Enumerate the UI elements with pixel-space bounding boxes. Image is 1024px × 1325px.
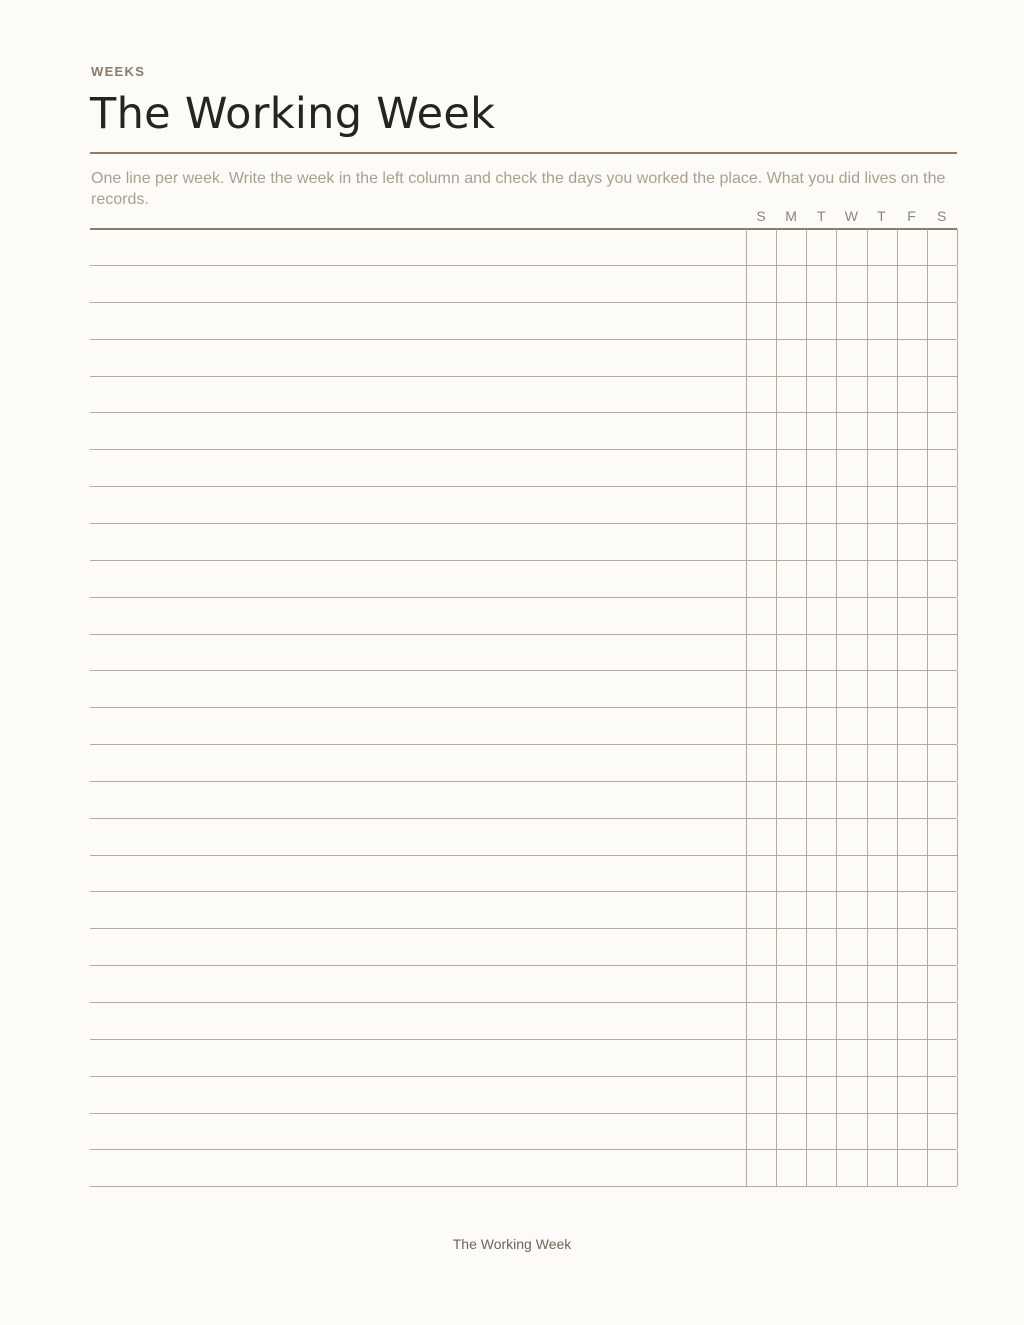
day-check-cell[interactable] bbox=[776, 1150, 806, 1186]
day-check-cell[interactable] bbox=[897, 708, 927, 744]
day-check-cell[interactable] bbox=[897, 892, 927, 928]
day-header-saturday: S bbox=[936, 208, 947, 224]
day-check-cell[interactable] bbox=[836, 782, 866, 818]
page-footer: The Working Week bbox=[452, 1236, 572, 1252]
day-check-cell[interactable] bbox=[836, 1113, 866, 1149]
day-check-cell[interactable] bbox=[806, 855, 836, 891]
day-check-cell[interactable] bbox=[776, 266, 806, 302]
day-check-cell[interactable] bbox=[836, 1003, 866, 1039]
day-check-cell[interactable] bbox=[867, 450, 897, 486]
day-check-cell[interactable] bbox=[746, 892, 776, 928]
day-check-cell[interactable] bbox=[867, 1150, 897, 1186]
day-check-cell[interactable] bbox=[927, 671, 958, 707]
day-check-cell[interactable] bbox=[867, 1113, 897, 1149]
day-check-cell[interactable] bbox=[806, 340, 836, 376]
day-check-cell[interactable] bbox=[897, 487, 927, 523]
day-check-cell[interactable] bbox=[897, 598, 927, 634]
day-check-cell[interactable] bbox=[776, 745, 806, 781]
day-check-cell[interactable] bbox=[806, 524, 836, 560]
day-check-cell[interactable] bbox=[806, 708, 836, 744]
day-check-cell[interactable] bbox=[836, 819, 866, 855]
week-row bbox=[90, 782, 957, 819]
day-check-cell[interactable] bbox=[746, 671, 776, 707]
day-check-cell[interactable] bbox=[776, 782, 806, 818]
day-check-cell[interactable] bbox=[927, 1040, 958, 1076]
day-check-cell[interactable] bbox=[867, 929, 897, 965]
day-check-cell[interactable] bbox=[776, 966, 806, 1002]
day-check-cell[interactable] bbox=[806, 561, 836, 597]
day-check-cell[interactable] bbox=[927, 413, 958, 449]
week-entry-field[interactable] bbox=[90, 819, 746, 855]
day-check-cell[interactable] bbox=[776, 524, 806, 560]
day-check-cell[interactable] bbox=[746, 1003, 776, 1039]
day-check-cell[interactable] bbox=[927, 266, 958, 302]
day-check-cell[interactable] bbox=[927, 966, 958, 1002]
day-check-cell[interactable] bbox=[776, 598, 806, 634]
day-check-cell[interactable] bbox=[806, 634, 836, 670]
day-header-monday: M bbox=[785, 208, 797, 224]
day-check-cell[interactable] bbox=[927, 303, 958, 339]
day-check-cell[interactable] bbox=[746, 745, 776, 781]
day-check-cell[interactable] bbox=[867, 340, 897, 376]
week-entry-field[interactable] bbox=[90, 966, 746, 1002]
day-check-cell[interactable] bbox=[867, 819, 897, 855]
week-row bbox=[90, 487, 957, 524]
day-check-cell[interactable] bbox=[867, 671, 897, 707]
day-check-cell[interactable] bbox=[776, 892, 806, 928]
day-check-cell[interactable] bbox=[806, 929, 836, 965]
day-check-cell[interactable] bbox=[867, 855, 897, 891]
day-check-cell[interactable] bbox=[746, 598, 776, 634]
day-check-cell[interactable] bbox=[927, 561, 958, 597]
day-check-cell[interactable] bbox=[806, 450, 836, 486]
day-check-cell[interactable] bbox=[776, 229, 806, 265]
day-check-cell[interactable] bbox=[897, 413, 927, 449]
day-check-cell[interactable] bbox=[927, 892, 958, 928]
day-check-cell[interactable] bbox=[897, 1003, 927, 1039]
day-check-cell[interactable] bbox=[806, 892, 836, 928]
day-check-cell[interactable] bbox=[806, 1003, 836, 1039]
day-header-row bbox=[746, 206, 957, 226]
day-check-cell[interactable] bbox=[927, 450, 958, 486]
day-check-cell[interactable] bbox=[776, 671, 806, 707]
week-entry-field[interactable] bbox=[90, 340, 746, 376]
day-check-cell[interactable] bbox=[776, 855, 806, 891]
day-check-cell[interactable] bbox=[927, 1003, 958, 1039]
day-check-cell[interactable] bbox=[746, 303, 776, 339]
day-check-cell[interactable] bbox=[776, 1077, 806, 1113]
day-check-cell[interactable] bbox=[836, 929, 866, 965]
day-header-sunday: S bbox=[756, 208, 766, 224]
day-check-cell[interactable] bbox=[746, 561, 776, 597]
day-check-cell[interactable] bbox=[806, 671, 836, 707]
day-check-cell[interactable] bbox=[927, 524, 958, 560]
day-check-cell[interactable] bbox=[927, 855, 958, 891]
day-check-cell[interactable] bbox=[836, 524, 866, 560]
day-check-cell[interactable] bbox=[867, 634, 897, 670]
day-check-cell[interactable] bbox=[927, 929, 958, 965]
day-check-cell[interactable] bbox=[806, 376, 836, 412]
week-entry-field[interactable] bbox=[90, 561, 746, 597]
day-check-cell[interactable] bbox=[897, 745, 927, 781]
day-check-cell[interactable] bbox=[806, 1040, 836, 1076]
day-check-cell[interactable] bbox=[746, 376, 776, 412]
week-row bbox=[90, 266, 957, 303]
day-check-cell[interactable] bbox=[806, 1150, 836, 1186]
week-row bbox=[90, 524, 957, 561]
week-row bbox=[90, 413, 957, 450]
day-check-cell[interactable] bbox=[746, 929, 776, 965]
week-row bbox=[90, 1003, 957, 1040]
day-header-thursday: T bbox=[877, 208, 886, 224]
week-row bbox=[90, 303, 957, 340]
week-entry-field[interactable] bbox=[90, 708, 746, 744]
day-check-cell[interactable] bbox=[867, 1040, 897, 1076]
page-title: The Working Week bbox=[90, 89, 496, 139]
title-divider bbox=[90, 152, 957, 154]
day-check-cell[interactable] bbox=[746, 413, 776, 449]
day-check-cell[interactable] bbox=[776, 634, 806, 670]
day-check-cell[interactable] bbox=[776, 1040, 806, 1076]
day-check-cell[interactable] bbox=[897, 450, 927, 486]
day-check-cell[interactable] bbox=[836, 340, 866, 376]
week-entry-field[interactable] bbox=[90, 1150, 746, 1186]
day-check-cell[interactable] bbox=[867, 376, 897, 412]
day-check-cell[interactable] bbox=[927, 819, 958, 855]
day-check-cell[interactable] bbox=[776, 819, 806, 855]
week-row bbox=[90, 1077, 957, 1114]
week-row bbox=[90, 892, 957, 929]
day-check-cell[interactable] bbox=[867, 524, 897, 560]
day-check-cell[interactable] bbox=[897, 1113, 927, 1149]
week-row bbox=[90, 561, 957, 598]
day-check-cell[interactable] bbox=[867, 229, 897, 265]
day-check-cell[interactable] bbox=[897, 524, 927, 560]
day-check-cell[interactable] bbox=[897, 855, 927, 891]
day-check-cell[interactable] bbox=[836, 598, 866, 634]
week-entry-field[interactable] bbox=[90, 1113, 746, 1149]
day-check-cell[interactable] bbox=[836, 966, 866, 1002]
day-check-cell[interactable] bbox=[897, 929, 927, 965]
day-check-cell[interactable] bbox=[806, 745, 836, 781]
week-entry-field[interactable] bbox=[90, 782, 746, 818]
day-check-cell[interactable] bbox=[806, 598, 836, 634]
week-row bbox=[90, 598, 957, 635]
day-check-cell[interactable] bbox=[776, 303, 806, 339]
week-row bbox=[90, 450, 957, 487]
day-check-cell[interactable] bbox=[806, 819, 836, 855]
day-check-cell[interactable] bbox=[867, 1003, 897, 1039]
day-header-friday: F bbox=[907, 208, 916, 224]
day-check-cell[interactable] bbox=[836, 229, 866, 265]
day-check-cell[interactable] bbox=[927, 745, 958, 781]
week-entry-field[interactable] bbox=[90, 229, 746, 265]
week-entry-field[interactable] bbox=[90, 524, 746, 560]
day-check-cell[interactable] bbox=[746, 1150, 776, 1186]
day-check-cell[interactable] bbox=[746, 487, 776, 523]
week-entry-field[interactable] bbox=[90, 892, 746, 928]
eyebrow-label: WEEKS bbox=[91, 64, 146, 79]
week-entry-field[interactable] bbox=[90, 376, 746, 412]
day-check-cell[interactable] bbox=[836, 1077, 866, 1113]
week-entry-field[interactable] bbox=[90, 745, 746, 781]
day-check-cell[interactable] bbox=[806, 1113, 836, 1149]
day-check-cell[interactable] bbox=[867, 266, 897, 302]
day-check-cell[interactable] bbox=[897, 782, 927, 818]
day-check-cell[interactable] bbox=[927, 487, 958, 523]
day-check-cell[interactable] bbox=[806, 266, 836, 302]
day-check-cell[interactable] bbox=[836, 892, 866, 928]
day-check-cell[interactable] bbox=[746, 450, 776, 486]
day-check-cell[interactable] bbox=[927, 634, 958, 670]
day-check-cell[interactable] bbox=[776, 450, 806, 486]
day-check-cell[interactable] bbox=[897, 671, 927, 707]
day-check-cell[interactable] bbox=[867, 561, 897, 597]
week-entry-field[interactable] bbox=[90, 1077, 746, 1113]
day-check-cell[interactable] bbox=[806, 1077, 836, 1113]
day-header-tuesday: T bbox=[816, 208, 826, 224]
day-check-cell[interactable] bbox=[776, 561, 806, 597]
day-check-cell[interactable] bbox=[836, 303, 866, 339]
day-check-cell[interactable] bbox=[897, 229, 927, 265]
week-row bbox=[90, 634, 957, 671]
week-row bbox=[90, 929, 957, 966]
day-check-cell[interactable] bbox=[897, 819, 927, 855]
day-check-cell[interactable] bbox=[927, 598, 958, 634]
week-entry-field[interactable] bbox=[90, 929, 746, 965]
day-check-cell[interactable] bbox=[867, 892, 897, 928]
day-check-cell[interactable] bbox=[897, 303, 927, 339]
day-check-cell[interactable] bbox=[897, 340, 927, 376]
week-entry-field[interactable] bbox=[90, 450, 746, 486]
day-check-cell[interactable] bbox=[836, 561, 866, 597]
week-row bbox=[90, 966, 957, 1003]
day-check-cell[interactable] bbox=[836, 376, 866, 412]
day-check-cell[interactable] bbox=[897, 561, 927, 597]
week-row bbox=[90, 708, 957, 745]
day-check-cell[interactable] bbox=[836, 671, 866, 707]
day-check-cell[interactable] bbox=[836, 708, 866, 744]
week-entry-field[interactable] bbox=[90, 855, 746, 891]
day-check-cell[interactable] bbox=[867, 745, 897, 781]
day-check-cell[interactable] bbox=[806, 966, 836, 1002]
day-check-cell[interactable] bbox=[806, 487, 836, 523]
day-check-cell[interactable] bbox=[776, 1113, 806, 1149]
week-row bbox=[90, 1150, 957, 1187]
day-check-cell[interactable] bbox=[746, 1077, 776, 1113]
day-check-cell[interactable] bbox=[897, 1150, 927, 1186]
day-check-cell[interactable] bbox=[746, 1040, 776, 1076]
day-check-cell[interactable] bbox=[867, 487, 897, 523]
day-check-cell[interactable] bbox=[746, 266, 776, 302]
day-check-cell[interactable] bbox=[836, 1040, 866, 1076]
day-check-cell[interactable] bbox=[776, 487, 806, 523]
day-check-cell[interactable] bbox=[927, 340, 958, 376]
day-check-cell[interactable] bbox=[867, 708, 897, 744]
day-check-cell[interactable] bbox=[927, 782, 958, 818]
day-check-cell[interactable] bbox=[776, 413, 806, 449]
week-entry-field[interactable] bbox=[90, 487, 746, 523]
day-check-cell[interactable] bbox=[836, 855, 866, 891]
week-entry-field[interactable] bbox=[90, 303, 746, 339]
day-check-cell[interactable] bbox=[836, 413, 866, 449]
week-row bbox=[90, 340, 957, 377]
intro-text: One line per week. Write the week in the left column and check the days you worked the place. What you did lives on the records. bbox=[91, 170, 946, 208]
week-entry-field[interactable] bbox=[90, 671, 746, 707]
day-check-cell[interactable] bbox=[897, 266, 927, 302]
day-check-cell[interactable] bbox=[897, 1040, 927, 1076]
day-check-cell[interactable] bbox=[927, 229, 958, 265]
day-check-cell[interactable] bbox=[806, 413, 836, 449]
day-check-cell[interactable] bbox=[927, 1113, 958, 1149]
day-check-cell[interactable] bbox=[746, 1113, 776, 1149]
week-log-grid bbox=[90, 228, 957, 1187]
day-check-cell[interactable] bbox=[806, 303, 836, 339]
week-row bbox=[90, 1113, 957, 1150]
day-check-cell[interactable] bbox=[927, 1077, 958, 1113]
day-check-cell[interactable] bbox=[867, 598, 897, 634]
day-check-cell[interactable] bbox=[746, 340, 776, 376]
day-check-cell[interactable] bbox=[746, 708, 776, 744]
day-check-cell[interactable] bbox=[746, 782, 776, 818]
week-entry-field[interactable] bbox=[90, 413, 746, 449]
day-header-wednesday: W bbox=[844, 208, 858, 224]
week-row bbox=[90, 229, 957, 266]
day-check-cell[interactable] bbox=[836, 266, 866, 302]
day-check-cell[interactable] bbox=[867, 1077, 897, 1113]
day-check-cell[interactable] bbox=[836, 450, 866, 486]
day-check-cell[interactable] bbox=[746, 966, 776, 1002]
week-row bbox=[90, 671, 957, 708]
day-check-cell[interactable] bbox=[927, 708, 958, 744]
week-row bbox=[90, 376, 957, 413]
day-check-cell[interactable] bbox=[776, 376, 806, 412]
day-check-cell[interactable] bbox=[746, 524, 776, 560]
day-check-cell[interactable] bbox=[867, 413, 897, 449]
week-row bbox=[90, 745, 957, 782]
day-check-cell[interactable] bbox=[897, 634, 927, 670]
day-check-cell[interactable] bbox=[867, 966, 897, 1002]
day-check-cell[interactable] bbox=[927, 376, 958, 412]
day-check-cell[interactable] bbox=[927, 1150, 958, 1186]
day-check-cell[interactable] bbox=[836, 634, 866, 670]
day-check-cell[interactable] bbox=[746, 819, 776, 855]
week-entry-field[interactable] bbox=[90, 1040, 746, 1076]
day-check-cell[interactable] bbox=[776, 340, 806, 376]
day-check-cell[interactable] bbox=[806, 782, 836, 818]
day-check-cell[interactable] bbox=[867, 782, 897, 818]
day-check-cell[interactable] bbox=[867, 303, 897, 339]
day-check-cell[interactable] bbox=[776, 708, 806, 744]
day-check-cell[interactable] bbox=[746, 634, 776, 670]
week-entry-field[interactable] bbox=[90, 266, 746, 302]
day-check-cell[interactable] bbox=[897, 1077, 927, 1113]
day-check-cell[interactable] bbox=[897, 376, 927, 412]
week-row bbox=[90, 819, 957, 856]
day-check-cell[interactable] bbox=[746, 855, 776, 891]
week-row bbox=[90, 1040, 957, 1077]
week-entry-field[interactable] bbox=[90, 1003, 746, 1039]
day-check-cell[interactable] bbox=[746, 229, 776, 265]
day-check-cell[interactable] bbox=[897, 966, 927, 1002]
day-check-cell[interactable] bbox=[836, 487, 866, 523]
day-check-cell[interactable] bbox=[776, 1003, 806, 1039]
day-check-cell[interactable] bbox=[836, 1150, 866, 1186]
week-entry-field[interactable] bbox=[90, 634, 746, 670]
week-row bbox=[90, 855, 957, 892]
day-check-cell[interactable] bbox=[806, 229, 836, 265]
day-check-cell[interactable] bbox=[836, 745, 866, 781]
day-check-cell[interactable] bbox=[776, 929, 806, 965]
week-entry-field[interactable] bbox=[90, 598, 746, 634]
